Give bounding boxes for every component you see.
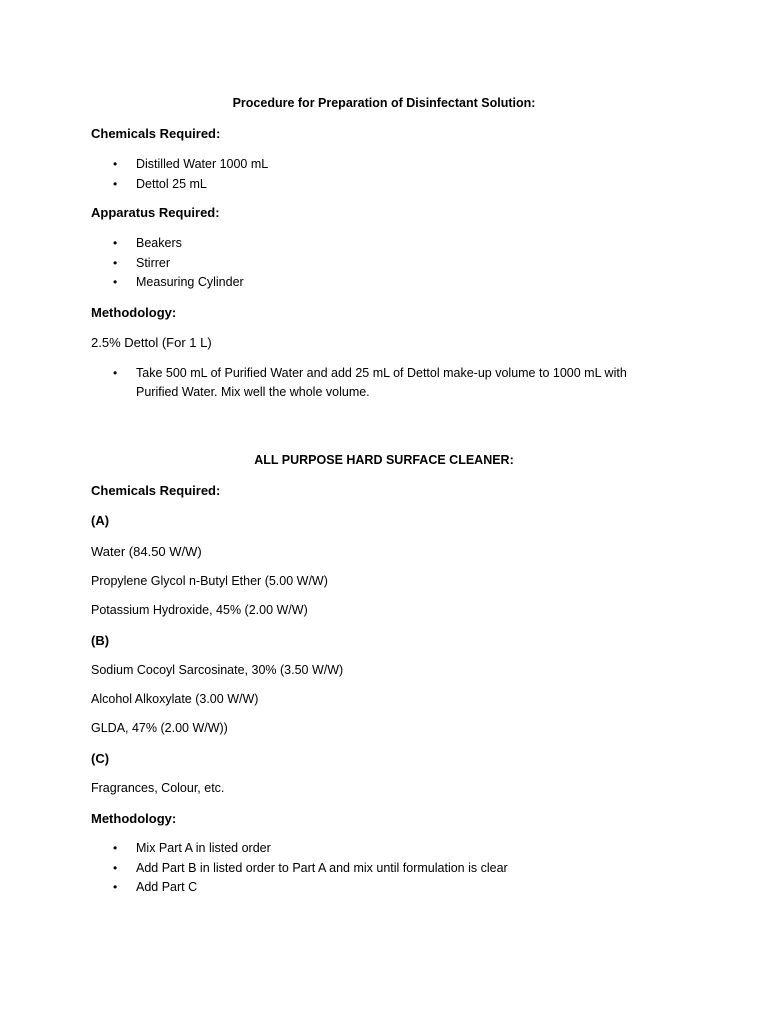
chemicals-heading: Chemicals Required: <box>91 483 221 498</box>
list-item: • Measuring Cylinder <box>91 273 244 293</box>
bullet-icon: • <box>113 841 118 855</box>
part-a-item: Propylene Glycol n-Butyl Ether (5.00 W/W) <box>91 574 328 588</box>
list-item: • Add Part B in listed order to Part A and mix until formulation is clear <box>91 859 508 879</box>
bullet-icon: • <box>113 366 118 380</box>
list-item: • Dettol 25 mL <box>91 175 268 195</box>
part-c-label: (C) <box>91 751 110 766</box>
list-item: • Stirrer <box>91 254 244 274</box>
methodology-heading: Methodology: <box>91 811 177 826</box>
methodology-heading: Methodology: <box>91 305 177 320</box>
methodology-list <box>91 364 641 402</box>
chemicals-list <box>91 155 268 194</box>
bullet-icon: • <box>113 275 118 289</box>
part-b-label: (B) <box>91 633 110 648</box>
part-b-item: GLDA, 47% (2.00 W/W)) <box>91 721 228 735</box>
bullet-icon: • <box>113 236 118 250</box>
part-a-item: Water (84.50 W/W) <box>91 544 202 559</box>
bullet-icon: • <box>113 880 118 894</box>
section-title: ALL PURPOSE HARD SURFACE CLEANER: <box>254 453 514 467</box>
chemicals-heading: Chemicals Required: <box>91 126 221 141</box>
bullet-icon: • <box>113 255 118 270</box>
part-b-item: Sodium Cocoyl Sarcosinate, 30% (3.50 W/W) <box>91 663 344 677</box>
list-item: • Add Part C <box>91 878 508 898</box>
bullet-icon: • <box>113 176 118 191</box>
apparatus-list <box>91 234 244 293</box>
bullet-icon: • <box>113 860 118 875</box>
list-item: • Beakers <box>91 234 244 254</box>
methodology-list <box>91 839 508 898</box>
part-b-item: Alcohol Alkoxylate (3.00 W/W) <box>91 692 259 706</box>
document-title: Procedure for Preparation of Disinfectant Solution: <box>232 96 536 110</box>
bullet-icon: • <box>113 157 118 171</box>
concentration-text: 2.5% Dettol (For 1 L) <box>91 335 212 350</box>
part-a-item: Potassium Hydroxide, 45% (2.00 W/W) <box>91 603 308 617</box>
part-c-item: Fragrances, Colour, etc. <box>91 781 225 795</box>
list-item: • Take 500 mL of Purified Water and add 25 mL of Dettol make-up volume to 1000 mL with Purified Water. Mix well the whole volume. <box>113 366 627 399</box>
list-item: • Distilled Water 1000 mL <box>91 155 268 175</box>
apparatus-heading: Apparatus Required: <box>91 205 220 220</box>
list-item: • Mix Part A in listed order <box>91 839 508 859</box>
part-a-label: (A) <box>91 513 110 528</box>
